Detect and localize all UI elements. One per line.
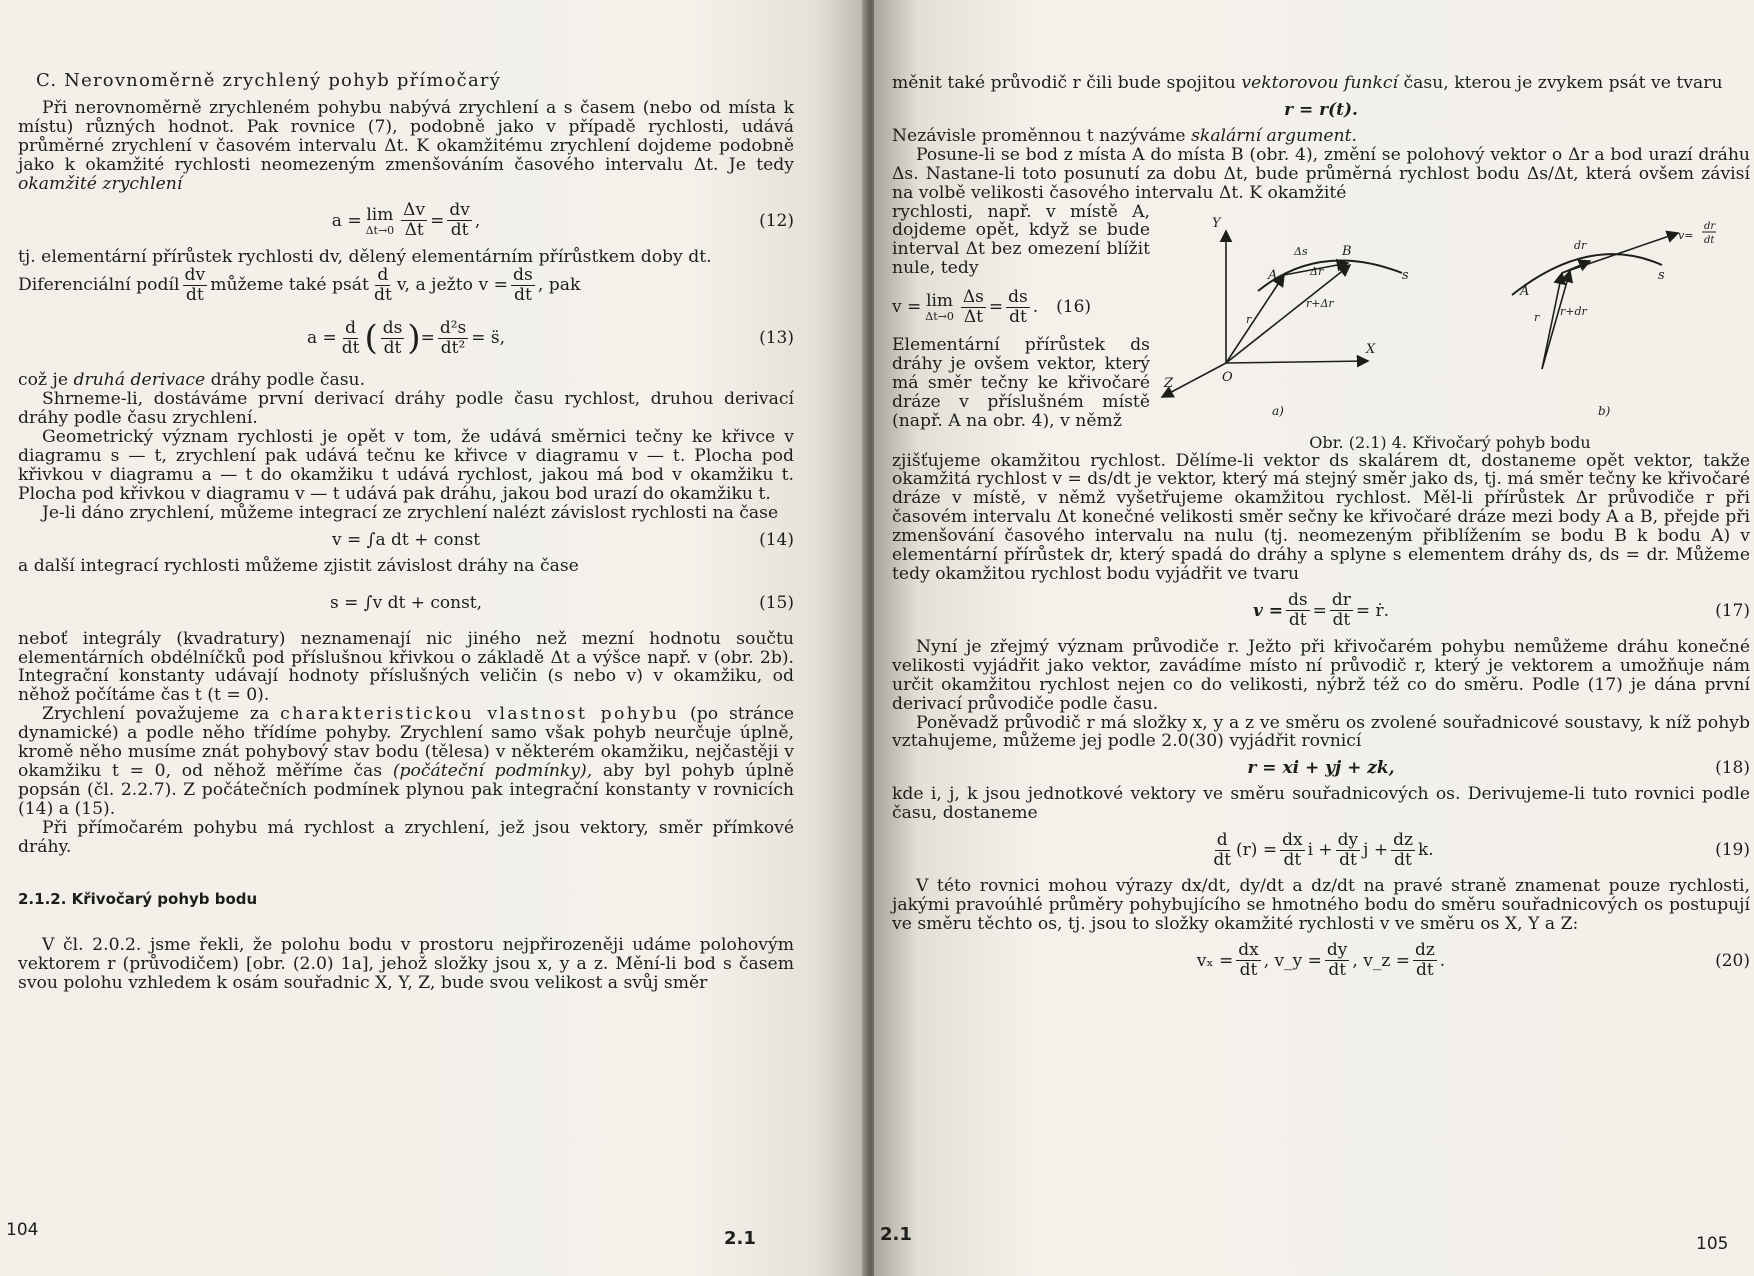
label-s2: s [1658,267,1665,283]
paragraph: V čl. 2.0.2. jsme řekli, že polohu bodu v prostoru nejpřirozeněji udáme polohovým vektorem r (průvodičem) [obr. (2.0) 1a], jehož složky jsou x, y a z. Mění-li bod s časem svou polohu vzhledem k osám souřadnic X, Y, Z, bude svou velikost a svůj směr [18,935,794,994]
equation-19: $\frac{d}{dt}$ (r) = $\frac{dx}{dt}$ i + $\frac{dy}{dt}$ j + $\frac{dz}{dt}$ k. (19) [1213,829,1750,870]
paragraph: Nyní je zřejmý význam průvodiče r. Ježto při křivočarém pohybu nemůžeme dráhu konečné velikosti vyjádřit jako vektor, zavádíme místo ní průvodič r, který je vektorem a umožňuje nám určit okamžitou rychlost nejen co do velikosti, nýbrž též co do směru. Podle (17) je dána první derivací průvodiče podle času. [892,636,1750,714]
paragraph: rychlosti, např. v místě A, dojdeme opět, když se bude interval Δt bez omezení blížit nule, tedy [892,201,1150,279]
label-r-plus-dr: r+Δr [1306,296,1334,310]
label-s: s [1402,267,1409,283]
label-delta-r: Δr [1310,264,1324,278]
left-page [0,0,868,1276]
paragraph: Je-li dáno zrychlení, můžeme integrací ze zrychlení nalézt závislost rychlosti na čase [42,502,779,523]
figure-4 [1150,203,1750,452]
paragraph: a další integrací rychlosti můžeme zjistit závislost dráhy na čase [18,555,579,576]
label-z: Z [1164,375,1174,391]
paragraph: kde i, j, k jsou jednotkové vektory ve směru souřadnicových os. Derivujeme-li tuto rovnici podle času, dostaneme [892,784,1750,824]
label-panel-a: a) [1272,403,1284,418]
label-x: X [1366,341,1376,357]
paragraph: Diferenciální podíl $\frac{dv}{dt}$ můžeme také psát $\frac{d}{dt}$ v, a ježto v = $\frac{ds}{dt}$ , pak [18,265,581,306]
paragraph: Poněvadž průvodič r má složky x, y a z ve směru os zvolené souřadnicové soustavy, k níž pohyb vztahujeme, můžeme jej podle 2.0(30) vyjádřit rovnicí [892,712,1750,752]
paragraph: zjišťujeme okamžitou rychlost. Dělíme-li vektor ds skalárem dt, dostaneme opět vektor, takže okamžitá rychlost v = ds/dt je vektor, který má stejný směr jako ds, tj. má směr tečny ke křivočaré dráze v místě, v němž vyšetřujeme okamžitou rychlost. Měl-li přírůstek Δr průvodiče r při časovém intervalu Δt konečné velikosti směr sečny ke křivočaré dráze mezi body A a B, přejde při zmenšování časového intervalu na nulu (tj. neomezeným přiblížením se bodu B k bodu A) v elementární přírůstek dr, který spadá do dráhy a splyne s elementem dráhy ds, ds = dr. Můžeme tedy okamžitou rychlost bodu vyjádřit ve tvaru [892,450,1750,584]
equation-number: (18) [1715,758,1750,779]
label-y: Y [1212,215,1221,231]
equation-15: s = ∫v dt + const, (15) [329,592,794,613]
label-r-plus-dr2: r+dr [1560,304,1587,318]
paragraph: Zrychlení považujeme za charakteristickou vlastnost pohybu (po stránce dynamické) a podle něho třídíme pohyby. Zrychlení samo však pohyb neurčuje úplně, kromě něho musíme znát pohybový stav bodu (tělesa) v některém okamžiku, nejčastěji v okamžiku t = 0, od něhož měříme čas (počáteční podmínky), aby byl pohyb úplně popsán (čl. 2.2.7). Z počátečních podmínek plynou pak integrační konstanty v rovnicích (14) a (15). [18,704,795,819]
paragraph: měnit také průvodič r čili bude spojitou vektorovou funkcí času, kterou je zvykem psát ve tvaru [892,73,1723,93]
equation-number: (19) [1715,840,1750,861]
position-vector-r-plus-dr [1226,265,1350,363]
x-axis [1226,361,1368,363]
paragraph: Při nerovnoměrně zrychleném pohybu nabývá zrychlení a s časem (nebo od místa k místu) různých hodnot. Pak rovnice (7), podobně jako v případě rychlosti, udává průměrné zrychlení v časovém intervalu Δt. K okamžitému zrychlení dojdeme podobně jako k okamžité rychlosti neomezeným zmenšováním časového intervalu Δt. Je tedy okamžité zrychlení [18,98,794,194]
paragraph: Při přímočarém pohybu má rychlost a zrychlení, jež jsou vektory, směr přímkové dráhy. [18,817,794,857]
position-vector-r-plus-dr-b [1542,271,1570,369]
trajectory-curve-b [1512,254,1662,295]
figure-wrap [892,203,1750,452]
page-number: 105 [1696,1234,1729,1254]
label-r: r [1246,312,1252,326]
section-number: 2.1 [724,1228,756,1249]
equation-13: a = $\frac{d}{dt}$ ( $\frac{ds}{dt}$ ) = $\frac{\text{d²s}}{\text{dt²}}$ = s̈, (13) [306,317,794,359]
equation-number: (15) [759,592,794,613]
label-panel-b: b) [1598,403,1611,418]
equation-rt: r = r(t). [1284,99,1358,120]
paragraph: Posune-li se bod z místa A do místa B (obr. 4), změní se polohový vektor o Δr a bod urazí dráhu Δs. Nastane-li toto posunutí za dobu Δt, bude průměrná rychlost bodu Δs/Δt, která ovšem závisí na volbě velikosti časového intervalu Δt. K okamžité [892,144,1750,203]
label-r2: r [1534,310,1540,324]
paragraph: Elementární přírůstek ds dráhy je ovšem vektor, který má směr tečny ke křivočaré dráze v příslušném místě (např. A na obr. 4), v němž [892,335,1150,431]
position-vector-r [1226,275,1284,363]
section-number: 2.1 [880,1224,912,1245]
label-a2: A [1520,283,1530,299]
paragraph: neboť integrály (kvadratury) neznamenají nic jiného než mezní hodnotu součtu elementárních obdélníčků pod příslušnou křivkou o základě Δt a výšce např. v (obr. 2b). Integrační konstanty udávají hodnoty příslušných veličin (s nebo v) v okamžiku, od něhož počítáme čas t (t = 0). [18,628,794,706]
subsection-heading: 2.1.2. Křivočarý pohyb bodu [18,890,258,909]
label-v-den: dt [1704,234,1715,246]
equation-18: r = xi + yj + zk, (18) [1247,758,1750,779]
section-title: C. Nerovnoměrně zrychlený pohyb přímočarý [36,70,502,91]
equation-20: vₓ = $\frac{dx}{dt}$ , v_y = $\frac{dy}{dt}$ , v_z = $\frac{dz}{dt}$ . (20) [1196,940,1750,981]
equation-16: v = lim Δt→0 $\frac{\Delta s}{\Delta t}$ = $\frac{ds}{dt}$ . (16) [892,286,1092,327]
paragraph: V této rovnici mohou výrazy dx/dt, dy/dt a dz/dt na pravé straně znamenat pouze rychlosti, jakými pravoúhlé průměry pohybujícího se hmotného bodu do směru souřadnicových os postupují ve směru těchto os, tj. jsou to složky okamžité rychlosti v ve směru os X, Y a Z: [892,876,1750,934]
paragraph: Geometrický význam rychlosti je opět v tom, že udává směrnici tečny ke křivce v diagramu s — t, zrychlení pak udává tečnu ke křivce v diagramu v — t. Plocha pod křivkou v diagramu a — t do okamžiku t udává rychlost, jakou má bod v okamžiku t. Plocha pod křivkou v diagramu v — t udává pak dráhu, jakou bod urazí do okamžiku t. [18,427,794,504]
equation-number: (13) [759,328,794,349]
right-footer [874,1216,1754,1276]
label-delta-s: Δs [1294,244,1308,258]
paragraph: Nezávisle proměnnou t nazýváme skalární argument. [892,125,1357,146]
equation-12: a = lim Δt→0 $\frac{\Delta v}{\Delta t}$ = $\frac{dv}{dt}$ , (12) [331,200,794,241]
paragraph: Shrneme-li, dostáváme první derivací dráhy podle času rychlost, druhou derivací dráhy podle času zrychlení. [18,389,794,429]
equation-number: (12) [759,210,794,231]
position-vector-r-b [1542,273,1562,369]
left-footer [0,1216,868,1276]
paragraph: což je druhá derivace dráhy podle času. [18,370,366,391]
equation-17: v = $\frac{ds}{dt}$ = $\frac{dr}{dt}$ = ṙ. (17) [1252,590,1750,631]
label-v: v= [1678,228,1694,242]
equation-number: (17) [1715,600,1750,621]
equation-14: v = ∫a dt + const (14) [331,529,794,550]
label-o: O [1222,369,1233,385]
paragraph: tj. elementární přírůstek rychlosti dv, dělený elementárním přírůstkem doby dt. [18,246,712,267]
equation-number: (14) [759,529,794,550]
label-dr2: dr [1574,238,1587,252]
curvilinear-motion-diagram [1150,203,1750,433]
label-b: B [1342,243,1352,259]
label-a: A [1268,267,1278,283]
trajectory-curve [1258,260,1402,290]
equation-number: (16) [1056,297,1092,318]
figure-caption: Obr. (2.1) 4. Křivočarý pohyb bodu [1309,432,1591,452]
equation-number: (20) [1715,950,1750,971]
page-number: 104 [6,1220,39,1240]
label-v-num: dr [1704,220,1716,232]
right-page [874,0,1754,1276]
